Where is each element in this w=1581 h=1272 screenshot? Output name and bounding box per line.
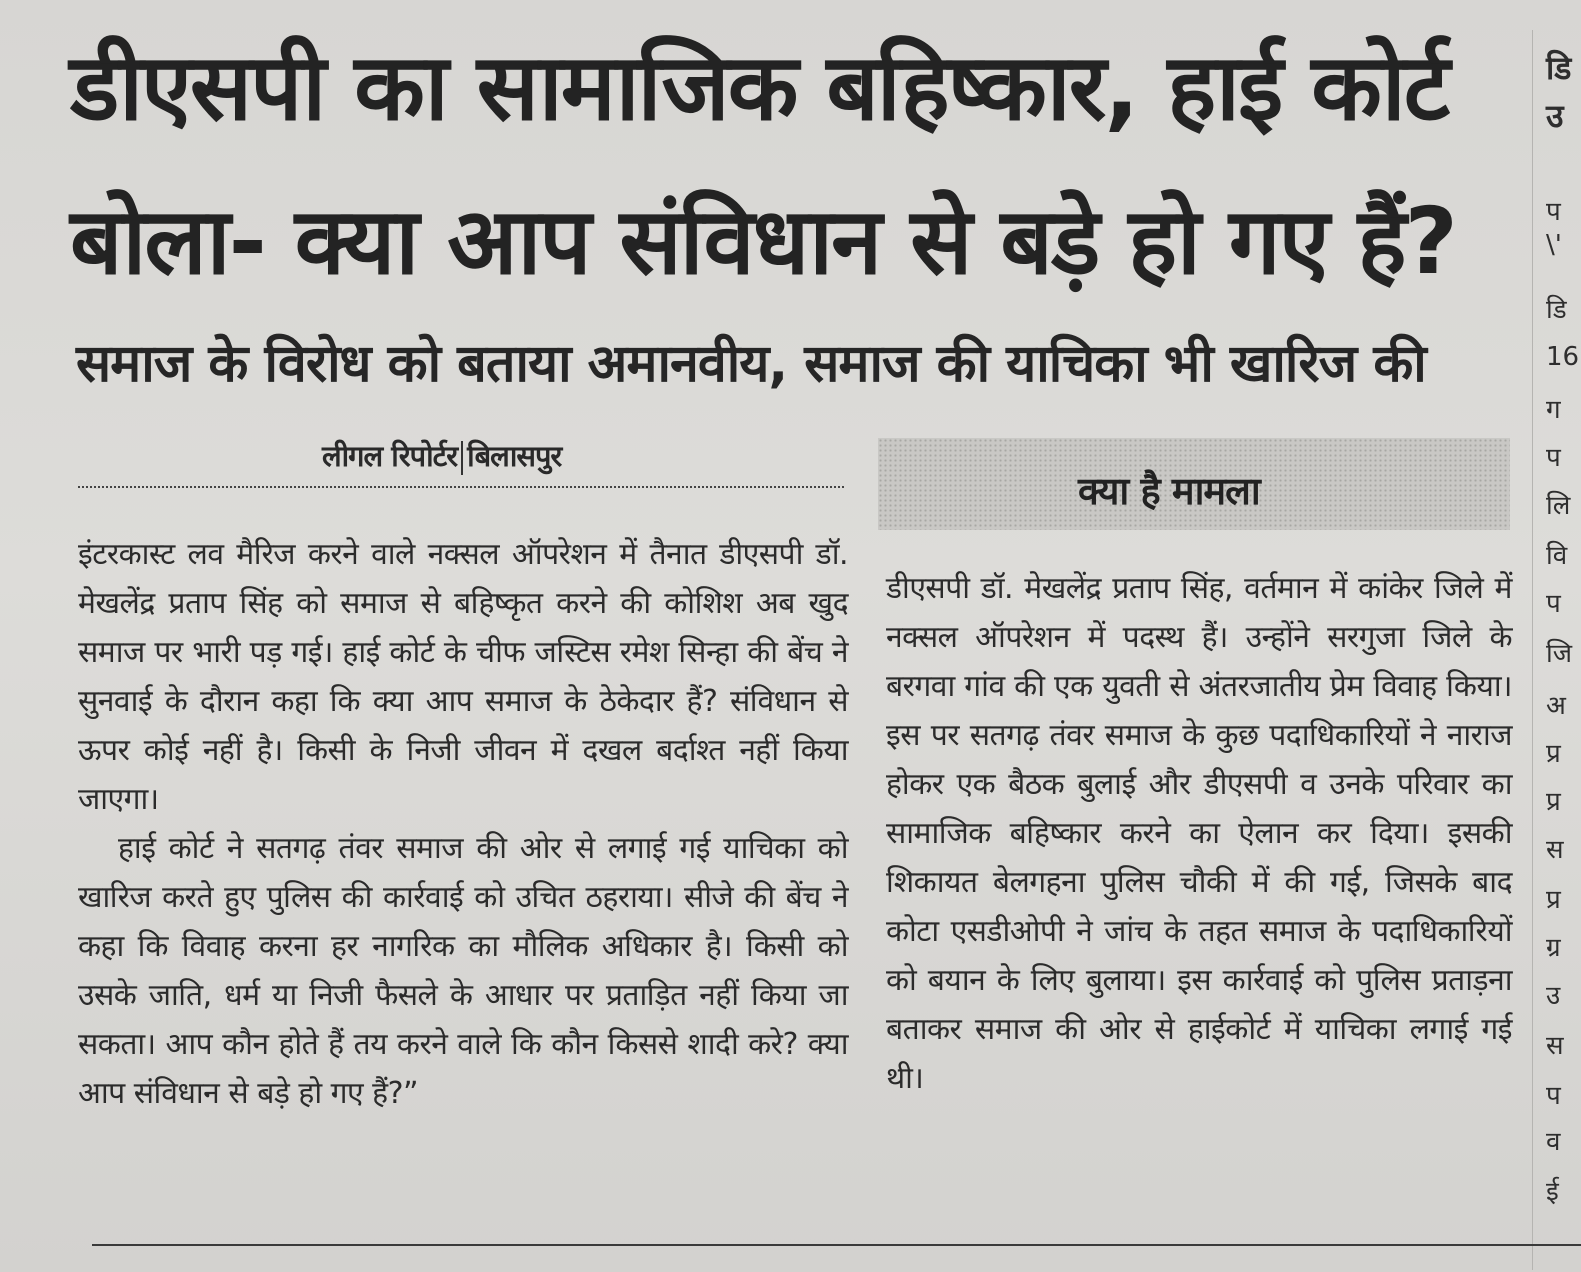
sidebar-box-paragraph: डीएसपी डॉ. मेखलेंद्र प्रताप सिंह, वर्तमान में कांकेर जिले में नक्सल ऑपरेशन में पदस्थ हैं। उन्होंने सरगुजा जिले के बरगवा गांव की एक युवती से अंतरजातीय प्रेम विवाह किया। इस पर सतगढ़ तंवर समाज के कुछ पदाधिकारियों ने नाराज होकर एक बैठक बुलाई और डीएसपी व उनके परिवार का सामाजिक बहिष्कार करने का ऐलान कर दिया। इसकी शिकायत बेलगहना पुलिस चौकी में की गई, जिसके बाद कोटा एसडीओपी ने जांच के तहत समाज के पदाधिकारियों को बयान के लिए बुलाया। इस कार्रवाई को पुलिस प्रताड़ना बताकर समाज की ओर से हाईकोर्ट में याचिका लगाई गई थी। [886, 571, 1512, 1096]
fragment: व [1546, 1127, 1561, 1157]
fragment: ग्र [1546, 933, 1561, 963]
fragment: प्र [1546, 885, 1561, 915]
fragment: जि [1546, 639, 1573, 669]
fragment: प [1546, 589, 1561, 619]
fragment: ई [1546, 1177, 1559, 1207]
byline-separator [461, 441, 463, 475]
bottom-rule [92, 1244, 1581, 1246]
fragment: अ [1546, 691, 1566, 721]
fragment: स [1546, 1031, 1564, 1061]
fragment: प [1546, 443, 1561, 473]
fragment: उ [1546, 97, 1564, 135]
fragment: प्र [1546, 739, 1561, 769]
byline-city: बिलासपुर [467, 439, 562, 473]
byline-reporter: लीगल रिपोर्टर [322, 439, 458, 473]
sidebar-box-header [878, 438, 1510, 530]
fragment: डि [1546, 295, 1567, 325]
fragment: प्र [1546, 787, 1561, 817]
sidebar-box-body [886, 564, 1512, 1103]
fragment: वि [1546, 541, 1568, 571]
fragment: प [1546, 1081, 1561, 1111]
fragment: प [1546, 197, 1561, 227]
article-paragraph-1: इंटरकास्ट लव मैरिज करने वाले नक्सल ऑपरेशन में तैनात डीएसपी डॉ. मेखलेंद्र प्रताप सिंह को समाज से बहिष्कृत करने की कोशिश अब खुद समाज पर भारी पड़ गई। हाई कोर्ट के चीफ जस्टिस रमेश सिन्हा की बेंच ने सुनवाई के दौरान कहा कि क्या आप समाज के ठेकेदार हैं? संविधान से ऊपर कोई नहीं है। किसी के निजी जीवन में दखल बर्दाश्त नहीं किया जाएगा। [78, 537, 848, 817]
fragment: ग [1546, 395, 1561, 425]
headline-line-2: बोला- क्या आप संविधान से बड़े हो गए हैं? [70, 188, 1456, 295]
fragment: 16 [1546, 342, 1580, 372]
article-paragraph-2: हाई कोर्ट ने सतगढ़ तंवर समाज की ओर से लगाई गई याचिका को खारिज करते हुए पुलिस की कार्रवाई को उचित ठहराया। सीजे की बेंच ने कहा कि विवाह करना हर नागरिक का मौलिक अधिकार है। किसी को उसके जाति, धर्म या निजी फैसले के आधार पर प्रताड़ित नहीं किया जा सकता। आप कौन होते हैं तय करने वाले कि कौन किससे शादी करे? क्या आप संविधान से बड़े हो गए हैं?” [78, 831, 848, 1111]
byline-dotted-rule [78, 486, 844, 488]
fragment: \' [1546, 230, 1562, 260]
subheadline: समाज के विरोध को बताया अमानवीय, समाज की याचिका भी खारिज की [76, 334, 1426, 394]
fragment: स [1546, 835, 1564, 865]
headline-line-1: डीएसपी का सामाजिक बहिष्कार, हाई कोर्ट [70, 34, 1449, 141]
sidebar-box-title: क्या है मामला [1078, 469, 1260, 513]
column-divider [1532, 30, 1533, 1270]
fragment: लि [1546, 491, 1571, 521]
byline [322, 436, 561, 475]
article-body [78, 530, 848, 1118]
fragment: डि [1546, 49, 1572, 87]
fragment: उ [1546, 981, 1561, 1011]
